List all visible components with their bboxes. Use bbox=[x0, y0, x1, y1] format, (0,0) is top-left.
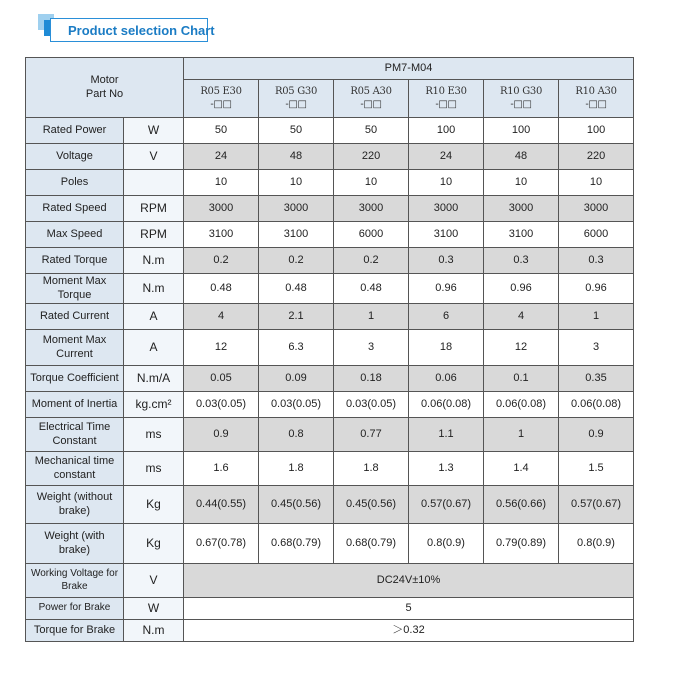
spec-value: 0.45(0.56) bbox=[334, 486, 409, 524]
spec-value: 0.35 bbox=[559, 366, 634, 392]
spec-value: 6.3 bbox=[259, 330, 334, 366]
spec-value: 1 bbox=[559, 304, 634, 330]
model-name: R10 G30 bbox=[499, 86, 543, 97]
spec-value: 0.03(0.05) bbox=[184, 392, 259, 418]
spec-unit: N.m bbox=[124, 274, 184, 304]
brake-unit: W bbox=[124, 598, 184, 620]
model-suffix: -□□ bbox=[585, 98, 607, 110]
spec-value: 4 bbox=[184, 304, 259, 330]
spec-value: 3000 bbox=[484, 196, 559, 222]
model-name: R05 G30 bbox=[274, 86, 318, 97]
spec-value: 24 bbox=[409, 144, 484, 170]
brake-unit: V bbox=[124, 564, 184, 598]
spec-unit: RPM bbox=[124, 196, 184, 222]
spec-value: 1.1 bbox=[409, 418, 484, 452]
spec-row bbox=[26, 170, 634, 196]
spec-unit: ms bbox=[124, 452, 184, 486]
spec-value: 0.77 bbox=[334, 418, 409, 452]
spec-label: Rated Power bbox=[26, 118, 124, 144]
spec-value: 1.6 bbox=[184, 452, 259, 486]
spec-unit: N.m/A bbox=[124, 366, 184, 392]
spec-value: 0.48 bbox=[334, 274, 409, 304]
spec-value: 3000 bbox=[259, 196, 334, 222]
spec-label: Max Speed bbox=[26, 222, 124, 248]
spec-label: Poles bbox=[26, 170, 124, 196]
spec-value: 2.1 bbox=[259, 304, 334, 330]
brake-label: Torque for Brake bbox=[26, 620, 124, 642]
spec-value: 0.2 bbox=[184, 248, 259, 274]
spec-value: 0.03(0.05) bbox=[334, 392, 409, 418]
spec-unit: Kg bbox=[124, 486, 184, 524]
brake-label: Working Voltage for Brake bbox=[26, 564, 124, 598]
spec-value: 0.06(0.08) bbox=[409, 392, 484, 418]
spec-value: 0.9 bbox=[559, 418, 634, 452]
spec-value: 1.8 bbox=[334, 452, 409, 486]
spec-value: 0.2 bbox=[334, 248, 409, 274]
spec-value: 50 bbox=[259, 118, 334, 144]
spec-row bbox=[26, 418, 634, 452]
spec-unit: N.m bbox=[124, 248, 184, 274]
spec-value: 18 bbox=[409, 330, 484, 366]
spec-table bbox=[25, 57, 634, 642]
spec-label: Moment Max Torque bbox=[26, 274, 124, 304]
spec-label: Torque Coefficient bbox=[26, 366, 124, 392]
spec-value: 3000 bbox=[334, 196, 409, 222]
section-title: Product selection Chart bbox=[68, 23, 215, 38]
brake-value: DC24V±10% bbox=[184, 564, 634, 598]
spec-value: 0.44(0.55) bbox=[184, 486, 259, 524]
series-row bbox=[26, 58, 634, 80]
spec-unit: V bbox=[124, 144, 184, 170]
spec-row bbox=[26, 144, 634, 170]
brake-row bbox=[26, 598, 634, 620]
spec-row bbox=[26, 452, 634, 486]
spec-label: Rated Torque bbox=[26, 248, 124, 274]
spec-value: 0.48 bbox=[184, 274, 259, 304]
brake-unit: N.m bbox=[124, 620, 184, 642]
model-suffix: -□□ bbox=[360, 98, 382, 110]
spec-value: 0.05 bbox=[184, 366, 259, 392]
spec-label: Weight (with brake) bbox=[26, 524, 124, 564]
spec-value: 48 bbox=[484, 144, 559, 170]
spec-value: 1.8 bbox=[259, 452, 334, 486]
brake-body bbox=[26, 564, 634, 642]
spec-row bbox=[26, 196, 634, 222]
corner-label-motor: Motor bbox=[90, 73, 119, 86]
spec-value: 6000 bbox=[559, 222, 634, 248]
spec-row bbox=[26, 222, 634, 248]
spec-body bbox=[26, 118, 634, 564]
spec-value: 50 bbox=[334, 118, 409, 144]
spec-value: 1.3 bbox=[409, 452, 484, 486]
spec-value: 0.06 bbox=[409, 366, 484, 392]
spec-value: 0.96 bbox=[409, 274, 484, 304]
spec-value: 10 bbox=[484, 170, 559, 196]
spec-value: 12 bbox=[484, 330, 559, 366]
spec-value: 0.56(0.66) bbox=[484, 486, 559, 524]
spec-value: 1.5 bbox=[559, 452, 634, 486]
spec-value: 100 bbox=[484, 118, 559, 144]
spec-value: 1.4 bbox=[484, 452, 559, 486]
spec-value: 0.57(0.67) bbox=[409, 486, 484, 524]
spec-value: 0.48 bbox=[259, 274, 334, 304]
spec-value: 3000 bbox=[184, 196, 259, 222]
brake-row bbox=[26, 620, 634, 642]
spec-unit: kg.cm² bbox=[124, 392, 184, 418]
model-suffix: -□□ bbox=[210, 98, 232, 110]
spec-value: 1 bbox=[484, 418, 559, 452]
spec-value: 0.96 bbox=[559, 274, 634, 304]
corner-label-cell bbox=[26, 58, 184, 118]
model-suffix: -□□ bbox=[285, 98, 307, 110]
spec-unit bbox=[124, 170, 184, 196]
spec-value: 10 bbox=[334, 170, 409, 196]
spec-value: 0.03(0.05) bbox=[259, 392, 334, 418]
brake-value: 5 bbox=[184, 598, 634, 620]
spec-label: Rated Speed bbox=[26, 196, 124, 222]
spec-value: 0.8(0.9) bbox=[559, 524, 634, 564]
spec-value: 48 bbox=[259, 144, 334, 170]
spec-unit: ms bbox=[124, 418, 184, 452]
spec-value: 3 bbox=[334, 330, 409, 366]
spec-value: 50 bbox=[184, 118, 259, 144]
spec-value: 3100 bbox=[259, 222, 334, 248]
spec-value: 100 bbox=[559, 118, 634, 144]
spec-value: 4 bbox=[484, 304, 559, 330]
spec-label: Weight (without brake) bbox=[26, 486, 124, 524]
spec-value: 3000 bbox=[559, 196, 634, 222]
spec-row bbox=[26, 392, 634, 418]
model-header bbox=[259, 80, 334, 118]
model-suffix: -□□ bbox=[510, 98, 532, 110]
brake-value: ＞0.32 bbox=[184, 620, 634, 642]
spec-row bbox=[26, 248, 634, 274]
spec-value: 0.8(0.9) bbox=[409, 524, 484, 564]
section-header bbox=[38, 14, 215, 44]
brake-label: Power for Brake bbox=[26, 598, 124, 620]
spec-value: 0.96 bbox=[484, 274, 559, 304]
spec-value: 100 bbox=[409, 118, 484, 144]
spec-value: 10 bbox=[409, 170, 484, 196]
spec-value: 0.06(0.08) bbox=[559, 392, 634, 418]
spec-value: 3100 bbox=[409, 222, 484, 248]
spec-label: Moment Max Current bbox=[26, 330, 124, 366]
spec-value: 0.79(0.89) bbox=[484, 524, 559, 564]
spec-value: 0.68(0.79) bbox=[334, 524, 409, 564]
model-suffix: -□□ bbox=[435, 98, 457, 110]
spec-value: 3100 bbox=[484, 222, 559, 248]
spec-unit: A bbox=[124, 330, 184, 366]
spec-value: 220 bbox=[334, 144, 409, 170]
model-name: R10 A30 bbox=[575, 86, 617, 97]
spec-value: 220 bbox=[559, 144, 634, 170]
spec-value: 0.1 bbox=[484, 366, 559, 392]
spec-value: 0.3 bbox=[559, 248, 634, 274]
model-name: R05 A30 bbox=[350, 86, 392, 97]
model-name: R10 E30 bbox=[425, 86, 467, 97]
spec-label: Rated Current bbox=[26, 304, 124, 330]
spec-value: 0.45(0.56) bbox=[259, 486, 334, 524]
spec-value: 0.06(0.08) bbox=[484, 392, 559, 418]
spec-unit: W bbox=[124, 118, 184, 144]
series-name: PM7-M04 bbox=[184, 58, 634, 80]
spec-unit: A bbox=[124, 304, 184, 330]
spec-unit: RPM bbox=[124, 222, 184, 248]
spec-unit: Kg bbox=[124, 524, 184, 564]
spec-row bbox=[26, 366, 634, 392]
spec-value: 6000 bbox=[334, 222, 409, 248]
spec-value: 0.3 bbox=[484, 248, 559, 274]
spec-value: 0.68(0.79) bbox=[259, 524, 334, 564]
spec-value: 3100 bbox=[184, 222, 259, 248]
spec-label: Mechanical time constant bbox=[26, 452, 124, 486]
spec-value: 0.18 bbox=[334, 366, 409, 392]
spec-value: 10 bbox=[559, 170, 634, 196]
model-header bbox=[409, 80, 484, 118]
spec-value: 0.2 bbox=[259, 248, 334, 274]
spec-value: 0.67(0.78) bbox=[184, 524, 259, 564]
model-name: R05 E30 bbox=[200, 86, 242, 97]
spec-row bbox=[26, 118, 634, 144]
spec-label: Voltage bbox=[26, 144, 124, 170]
spec-value: 0.8 bbox=[259, 418, 334, 452]
spec-row bbox=[26, 274, 634, 304]
spec-value: 12 bbox=[184, 330, 259, 366]
spec-value: 3000 bbox=[409, 196, 484, 222]
model-header bbox=[184, 80, 259, 118]
spec-value: 1 bbox=[334, 304, 409, 330]
spec-value: 10 bbox=[184, 170, 259, 196]
corner-label-part-no: Part No bbox=[85, 87, 124, 100]
spec-row bbox=[26, 304, 634, 330]
brake-row bbox=[26, 564, 634, 598]
spec-row bbox=[26, 330, 634, 366]
model-header bbox=[484, 80, 559, 118]
spec-row bbox=[26, 524, 634, 564]
spec-value: 24 bbox=[184, 144, 259, 170]
model-header bbox=[559, 80, 634, 118]
spec-value: 0.57(0.67) bbox=[559, 486, 634, 524]
spec-value: 0.09 bbox=[259, 366, 334, 392]
spec-value: 0.9 bbox=[184, 418, 259, 452]
spec-value: 0.3 bbox=[409, 248, 484, 274]
model-header bbox=[334, 80, 409, 118]
spec-row bbox=[26, 486, 634, 524]
spec-label: Electrical Time Constant bbox=[26, 418, 124, 452]
spec-value: 3 bbox=[559, 330, 634, 366]
spec-value: 6 bbox=[409, 304, 484, 330]
spec-value: 10 bbox=[259, 170, 334, 196]
spec-label: Moment of Inertia bbox=[26, 392, 124, 418]
